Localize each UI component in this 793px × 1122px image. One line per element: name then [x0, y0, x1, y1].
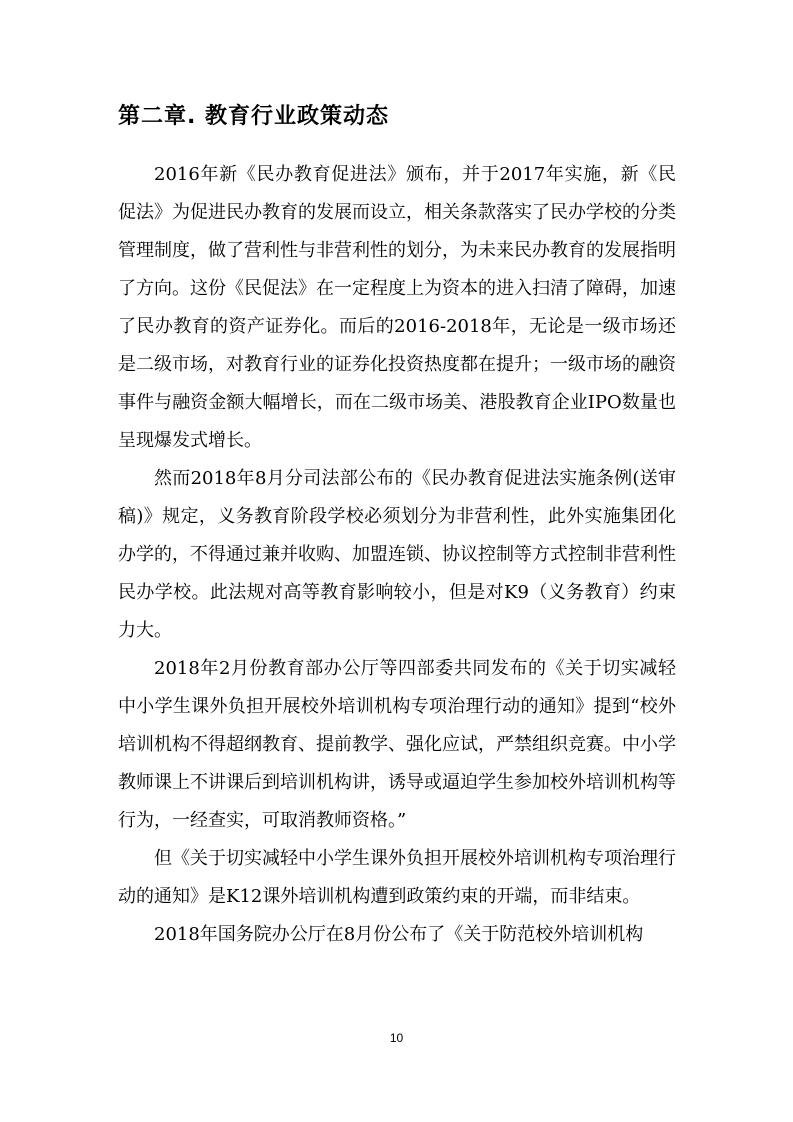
paragraph-ministry-notice: 2018年2月份教育部办公厅等四部委共同发布的《关于切实减轻中小学生课外负担开展校外培训机构专项治理行动的通知》提到“校外培训机构不得超纲教育、提前教学、强化应试，严禁组织竞赛。中小学教师课上不讲课后到培训机构讲，诱导或逼迫学生参加校外培训机构等行为，一经查实，可取消教师资格。”: [118, 658, 676, 831]
paragraph-policy-law: 2016年新《民办教育促进法》颁布，并于2017年实施，新《民促法》为促进民办教育的发展而设立，相关条款落实了民办学校的分类管理制度，做了营利性与非营利性的划分，为未来民办教育的发展指明了方向。这份《民促法》在一定程度上为资本的进入扫清了障碍，加速了民办教育的资产证券化。而后的2016-2018年，无论是一级市场还是二级市场，对教育行业的证券化投资热度都在提升；一级市场的融资事件与融资金额大幅增长，而在二级市场美、港股教育企业IPO数量也呈现爆发式增长。: [118, 164, 676, 451]
chapter-title: 第二章. 教育行业政策动态: [118, 104, 390, 129]
body-text: [118, 156, 676, 954]
paragraph-notice-beginning: 但《关于切实减轻中小学生课外负担开展校外培训机构专项治理行动的通知》是K12课外培训机构遭到政策约束的开端，而非结束。: [118, 848, 676, 907]
paragraph-regulation-draft: 然而2018年8月分司法部公布的《民办教育促进法实施条例(送审稿)》规定，义务教育阶段学校必须划分为非营利性，此外实施集团化办学的，不得通过兼并收购、加盟连锁、协议控制等方式控制非营利性民办学校。此法规对高等教育影响较小，但是对K9（义务教育）约束力大。: [118, 468, 676, 641]
page-number: 10: [389, 1031, 404, 1045]
paragraph-state-council: 2018年国务院办公厅在8月份公布了《关于防范校外培训机构: [154, 924, 644, 945]
